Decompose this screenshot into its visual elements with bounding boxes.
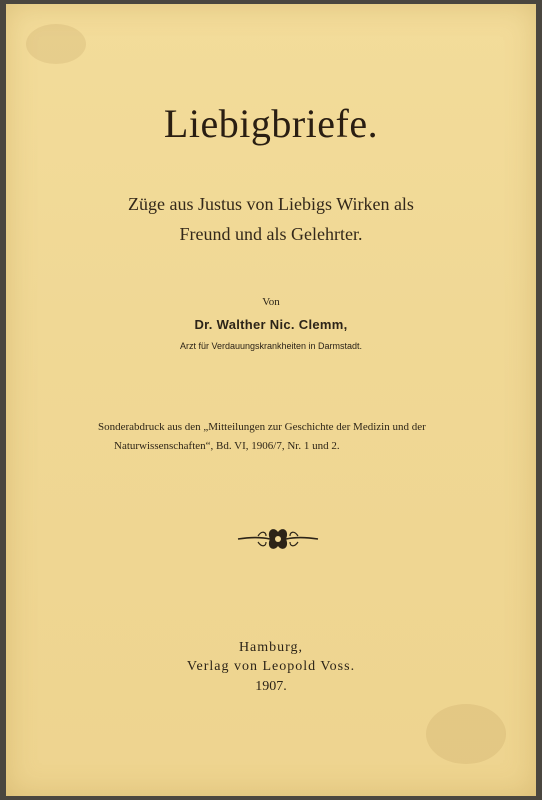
reprint-note-line-2: Naturwissenschaften“, Bd. VI, 1906/7, Nr. 1 und 2. [114,440,340,452]
subtitle-line-2: Freund und als Gelehrter. [179,224,363,244]
page-title: Liebigbriefe. [163,101,379,146]
paper-stain [426,704,506,764]
publication-place: Hamburg, [238,640,304,655]
paper-stain [26,24,86,64]
publisher: Verlag von Leopold Voss. [186,659,356,674]
subtitle-line-1: Züge aus Justus von Liebigs Wirken als [128,194,414,214]
floral-ornament-icon [236,522,320,556]
author-name: Dr. Walther Nic. Clemm, [194,317,348,332]
author-profession: Arzt für Verdauungskrankheiten in Darmstadt. [179,341,363,351]
title-page [6,4,536,796]
publication-year: 1907. [255,679,287,694]
by-word: Von [262,296,280,308]
reprint-note-line-1: Sonderabdruck aus den „Mitteilungen zur Geschichte der Medizin und der [98,421,426,433]
